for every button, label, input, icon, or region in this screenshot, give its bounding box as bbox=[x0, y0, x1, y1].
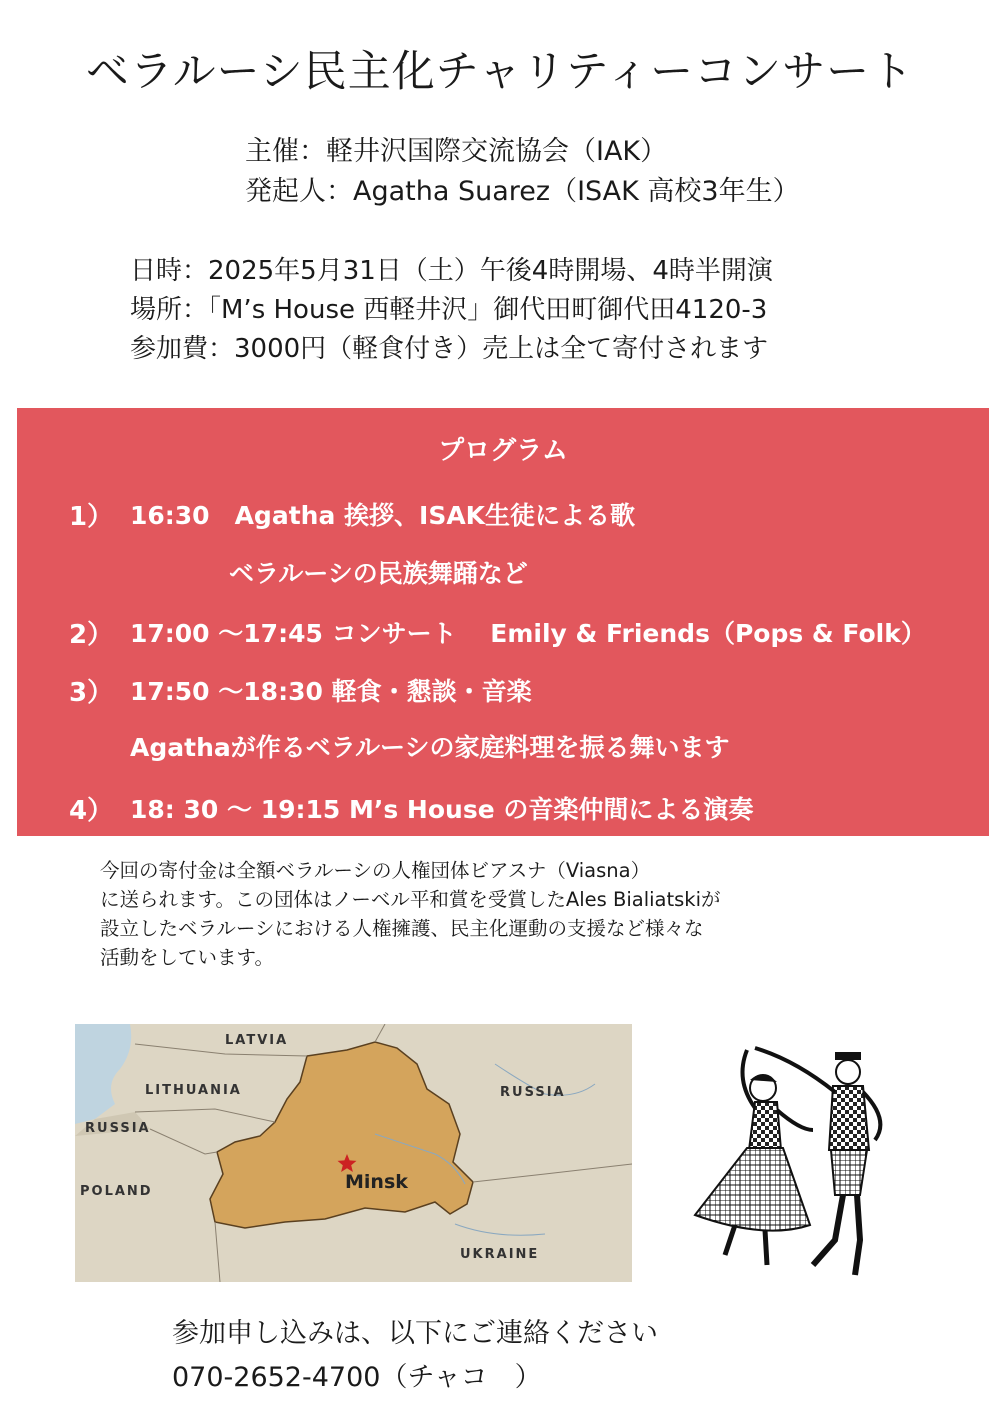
map-label-minsk: Minsk bbox=[345, 1171, 408, 1193]
program-item-line: Agathaが作るベラルーシの家庭料理を振る舞います bbox=[130, 733, 730, 762]
program-item-number: 2） bbox=[69, 620, 114, 650]
program-item-line: 17:50 ～18:30 軽食・懇談・音楽 bbox=[130, 677, 532, 706]
man-trousers bbox=[831, 1150, 867, 1195]
program-box bbox=[17, 408, 989, 836]
contact-block bbox=[172, 1312, 658, 1400]
program-item-line: ベラルーシの民族舞踊など bbox=[229, 559, 528, 588]
note-line: に送られます。この団体はノーベル平和賞を受賞したAles Bialiatskiが bbox=[100, 888, 721, 911]
program-item-number: 3） bbox=[69, 678, 114, 708]
program-item-number: 1） bbox=[69, 502, 114, 532]
map-label-latvia: LATVIA bbox=[225, 1033, 289, 1048]
man-legs bbox=[813, 1195, 860, 1275]
dancing-couple-icon bbox=[685, 1030, 895, 1280]
man-hat bbox=[835, 1052, 861, 1060]
host-line: 主催：軽井沢国際交流協会（IAK） bbox=[245, 136, 668, 167]
contact-prompt: 参加申し込みは、以下にご連絡ください bbox=[172, 1318, 658, 1349]
initiator-line: 発起人：Agatha Suarez（ISAK 高校3年生） bbox=[245, 176, 800, 207]
program-item-line: 16:30 Agatha 挨拶、ISAK生徒による歌 bbox=[130, 501, 636, 530]
woman-bodice bbox=[749, 1102, 781, 1150]
datetime-line: 日時：2025年5月31日（土）午後4時開場、4時半開演 bbox=[130, 256, 773, 286]
map-label-ukraine: UKRAINE bbox=[460, 1247, 540, 1262]
organizer-block bbox=[245, 132, 800, 212]
note-line: 今回の寄付金は全額ベラルーシの人権団体ビアスナ（Viasna） bbox=[100, 859, 651, 882]
map-label-russia-west: RUSSIA bbox=[85, 1121, 151, 1136]
map-label-poland: POLAND bbox=[80, 1184, 153, 1199]
page-title: ベラルーシ民主化チャリティーコンサート bbox=[85, 47, 915, 97]
program-item-line: 17:00 ～17:45 コンサート Emily & Friends（Pops & Folk） bbox=[130, 619, 926, 648]
man-vest bbox=[829, 1086, 869, 1150]
venue-line: 場所：「M’s House 西軽井沢」御代田町御代田4120-3 bbox=[130, 295, 768, 325]
woman-arm bbox=[777, 1110, 813, 1130]
woman-skirt bbox=[695, 1148, 810, 1231]
note-line: 活動をしています。 bbox=[100, 946, 274, 969]
program-item-number: 4） bbox=[69, 796, 114, 826]
belarus-map bbox=[75, 1024, 632, 1282]
map-label-russia-east: RUSSIA bbox=[500, 1085, 566, 1100]
contact-phone[interactable]: 070-2652-4700（チャコ ） bbox=[172, 1362, 542, 1393]
program-heading: プログラム bbox=[438, 436, 568, 466]
man-head bbox=[836, 1060, 860, 1084]
note-line: 設立したベラルーシにおける人権擁護、民主化運動の支援など様々な bbox=[100, 917, 704, 940]
event-info bbox=[130, 252, 773, 369]
fee-line: 参加費：3000円（軽食付き）売上は全て寄付されます bbox=[130, 334, 769, 364]
donation-note bbox=[100, 856, 721, 972]
map-label-lithuania: LITHUANIA bbox=[145, 1083, 242, 1098]
program-item-line: 18: 30 ～ 19:15 M’s House の音楽仲間による演奏 bbox=[130, 795, 754, 824]
